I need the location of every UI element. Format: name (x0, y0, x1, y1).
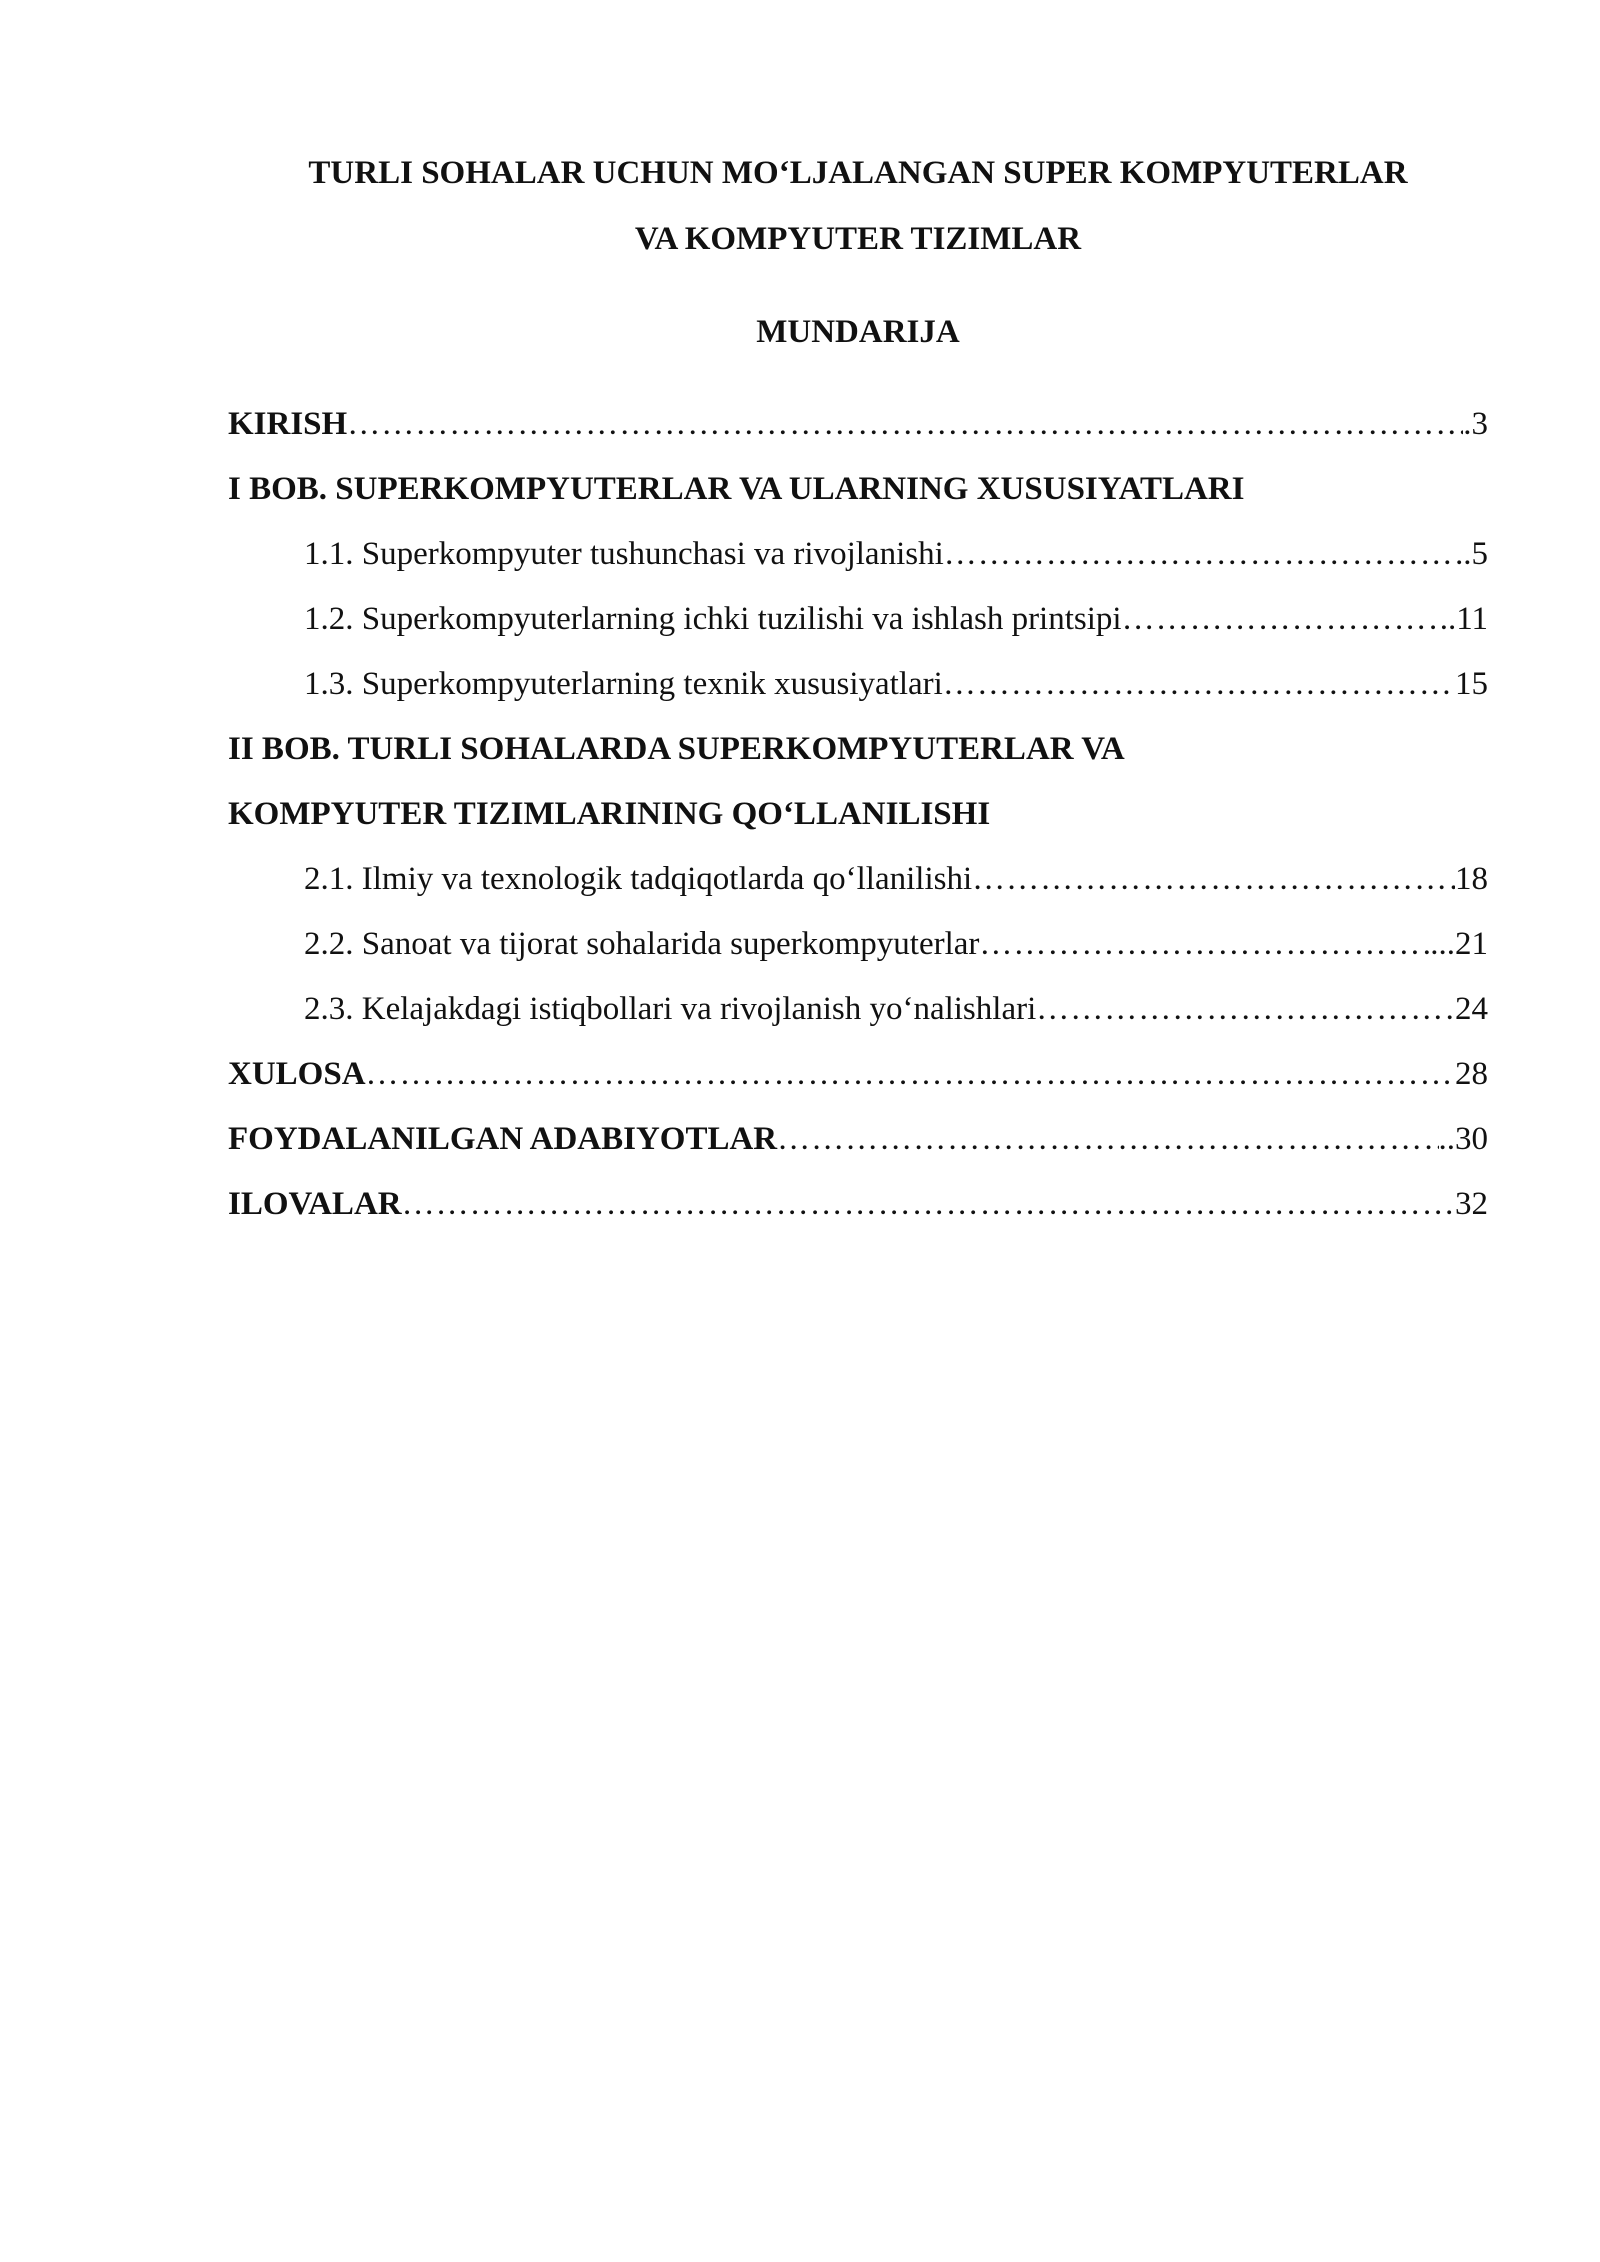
dot-leader (1122, 587, 1440, 652)
toc-entry-1-2 (228, 587, 1488, 652)
toc-entry-label: KIRISH (228, 406, 348, 442)
title-line-1: TURLI SOHALAR UCHUN MO‘LJALANGAN SUPER KOMPYUTERLAR (308, 155, 1408, 191)
toc-entry-xulosa (228, 1042, 1488, 1107)
toc-entry-label: FOYDALANILGAN ADABIYOTLAR (228, 1121, 778, 1157)
toc-entry-page: 32 (1455, 1186, 1488, 1222)
toc-chapter-2-line-1 (228, 717, 1488, 782)
toc-entry-ilovalar (228, 1172, 1488, 1237)
toc-entry-page: .3 (1463, 406, 1488, 442)
toc-entry-page: ..11 (1439, 601, 1488, 637)
toc-entry-page: .5 (1463, 536, 1488, 572)
toc-entry-label: 1.3. Superkompyuterlarning texnik xususiyatlari (304, 666, 943, 702)
toc-entry-1-1 (228, 522, 1488, 587)
document-title (228, 140, 1488, 272)
toc-entry-label: KOMPYUTER TIZIMLARINING QO‘LLANILISHI (228, 796, 991, 832)
dot-leader (402, 1172, 1455, 1237)
dot-leader (1036, 977, 1455, 1042)
dot-leader (944, 522, 1464, 587)
toc-entry-page: ..30 (1438, 1121, 1488, 1157)
toc-entry-2-1 (228, 847, 1488, 912)
toc-entry-page: 15 (1455, 666, 1488, 702)
toc-entry-page: 28 (1455, 1056, 1488, 1092)
toc-entry-label: ILOVALAR (228, 1186, 402, 1222)
toc-entry-page: 18 (1455, 861, 1488, 897)
dot-leader (943, 652, 1455, 717)
title-line-2: VA KOMPYUTER TIZIMLAR (634, 221, 1082, 257)
dot-leader (979, 912, 1430, 977)
toc-entry-label: 1.2. Superkompyuterlarning ichki tuzilishi va ishlash printsipi (304, 601, 1122, 637)
dot-leader (972, 847, 1455, 912)
dot-leader (347, 392, 1463, 457)
toc-entry-label: 2.3. Kelajakdagi istiqbollari va rivojlanish yo‘nalishlari (304, 991, 1037, 1027)
toc-entry-label: 1.1. Superkompyuter tushunchasi va rivojlanishi (304, 536, 944, 572)
toc-entry-page: ...21 (1430, 926, 1488, 962)
toc-entry-2-3 (228, 977, 1488, 1042)
toc-entry-label: I BOB. SUPERKOMPYUTERLAR VA ULARNING XUSUSIYATLARI (228, 471, 1245, 507)
toc-entry-label: 2.2. Sanoat va tijorat sohalarida superkompyuterlar (304, 926, 980, 962)
toc-entry-page: 24 (1455, 991, 1488, 1027)
toc-entry-2-2 (228, 912, 1488, 977)
toc-chapter-1 (228, 457, 1488, 522)
toc-entry-1-3 (228, 652, 1488, 717)
toc-entry-label: XULOSA (228, 1056, 366, 1092)
toc-chapter-2-line-2 (228, 782, 1488, 847)
toc-entry-adabiyotlar (228, 1107, 1488, 1172)
dot-leader (777, 1107, 1438, 1172)
table-of-contents (228, 392, 1488, 1237)
toc-entry-label: II BOB. TURLI SOHALARDA SUPERKOMPYUTERLAR VA (228, 731, 1125, 767)
toc-heading: MUNDARIJA (756, 314, 960, 350)
dot-leader (366, 1042, 1455, 1107)
toc-entry-kirish (228, 392, 1488, 457)
toc-entry-label: 2.1. Ilmiy va texnologik tadqiqotlarda qo‘llanilishi (304, 861, 973, 897)
